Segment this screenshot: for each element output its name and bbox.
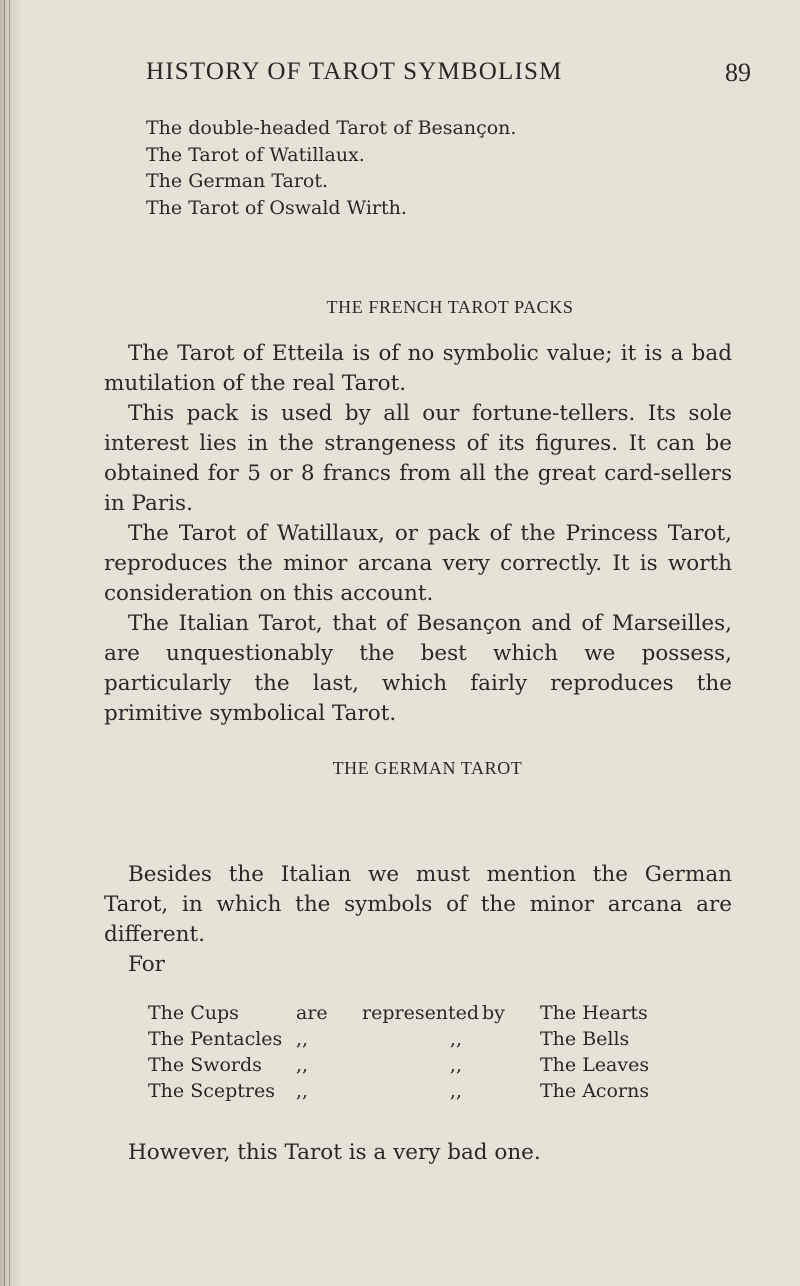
intro-list <box>146 115 516 221</box>
german-suit: The Bells <box>540 1028 630 1050</box>
german-suit: The Leaves <box>540 1054 650 1076</box>
ditto: ,, <box>296 1080 309 1102</box>
ditto: ,, <box>296 1028 309 1050</box>
suit-correspondence-table <box>148 1000 649 1104</box>
running-head-title: HISTORY OF TAROT SYMBOLISM <box>146 58 563 85</box>
paragraph: This pack is used by all our fortune-tellers. Its sole interest lies in the strangeness of its figures. It can be obtained for 5 or 8 francs from all the great card-sellers in Paris. <box>104 401 732 516</box>
running-head <box>146 58 751 98</box>
for-label: For <box>128 952 165 977</box>
by <box>482 1052 540 1078</box>
ditto: ,, <box>296 1054 309 1076</box>
section-german-body <box>104 860 732 980</box>
ditto: ,, <box>449 1028 462 1050</box>
latin-suit: The Sceptres <box>148 1080 275 1102</box>
by <box>482 1078 540 1104</box>
paragraph: The Italian Tarot, that of Besançon and of Marseilles, are unquestionably the best which we possess, particularly the last, which fairly reproduces the primitive symbolical Tarot. <box>104 611 732 726</box>
table-row <box>148 1026 649 1052</box>
section-heading-german: THE GERMAN TAROT <box>332 758 523 778</box>
table-row <box>148 1000 649 1026</box>
german-suit: The Hearts <box>540 1002 648 1024</box>
latin-suit: The Swords <box>148 1054 262 1076</box>
latin-suit: The Pentacles <box>148 1028 283 1050</box>
table-row <box>148 1052 649 1078</box>
paragraph: The Tarot of Etteila is of no symbolic value; it is a bad mutilation of the real Tarot. <box>104 341 732 396</box>
by <box>482 1026 540 1052</box>
section-heading-french: THE FRENCH TAROT PACKS <box>326 297 574 317</box>
list-item: The Tarot of Oswald Wirth. <box>146 196 407 219</box>
german-suit: The Acorns <box>540 1080 650 1102</box>
verb: are <box>296 1002 328 1024</box>
page-number: 89 <box>725 58 751 87</box>
latin-suit: The Cups <box>148 1002 239 1024</box>
gutter-line <box>4 0 5 1286</box>
list-item: The double-headed Tarot of Besançon. <box>146 117 517 139</box>
list-item: The Tarot of Watillaux. <box>146 143 365 166</box>
section-french-body <box>104 339 732 729</box>
list-item: The German Tarot. <box>146 170 329 192</box>
binding-gutter <box>0 0 20 1286</box>
paragraph: The Tarot of Watillaux, or pack of the Princess Tarot, reproduces the minor arcana very correctly. It is worth consideration on this account. <box>104 521 732 606</box>
by: by <box>482 1002 505 1024</box>
ditto: ,, <box>449 1080 462 1102</box>
gutter-line <box>9 0 10 1286</box>
paragraph: Besides the Italian we must mention the German Tarot, in which the symbols of the minor arcana are different. <box>104 862 732 947</box>
phrase: represented <box>362 1002 480 1024</box>
table-row <box>148 1078 649 1104</box>
ditto: ,, <box>449 1054 462 1076</box>
closing-sentence: However, this Tarot is a very bad one. <box>128 1140 541 1165</box>
